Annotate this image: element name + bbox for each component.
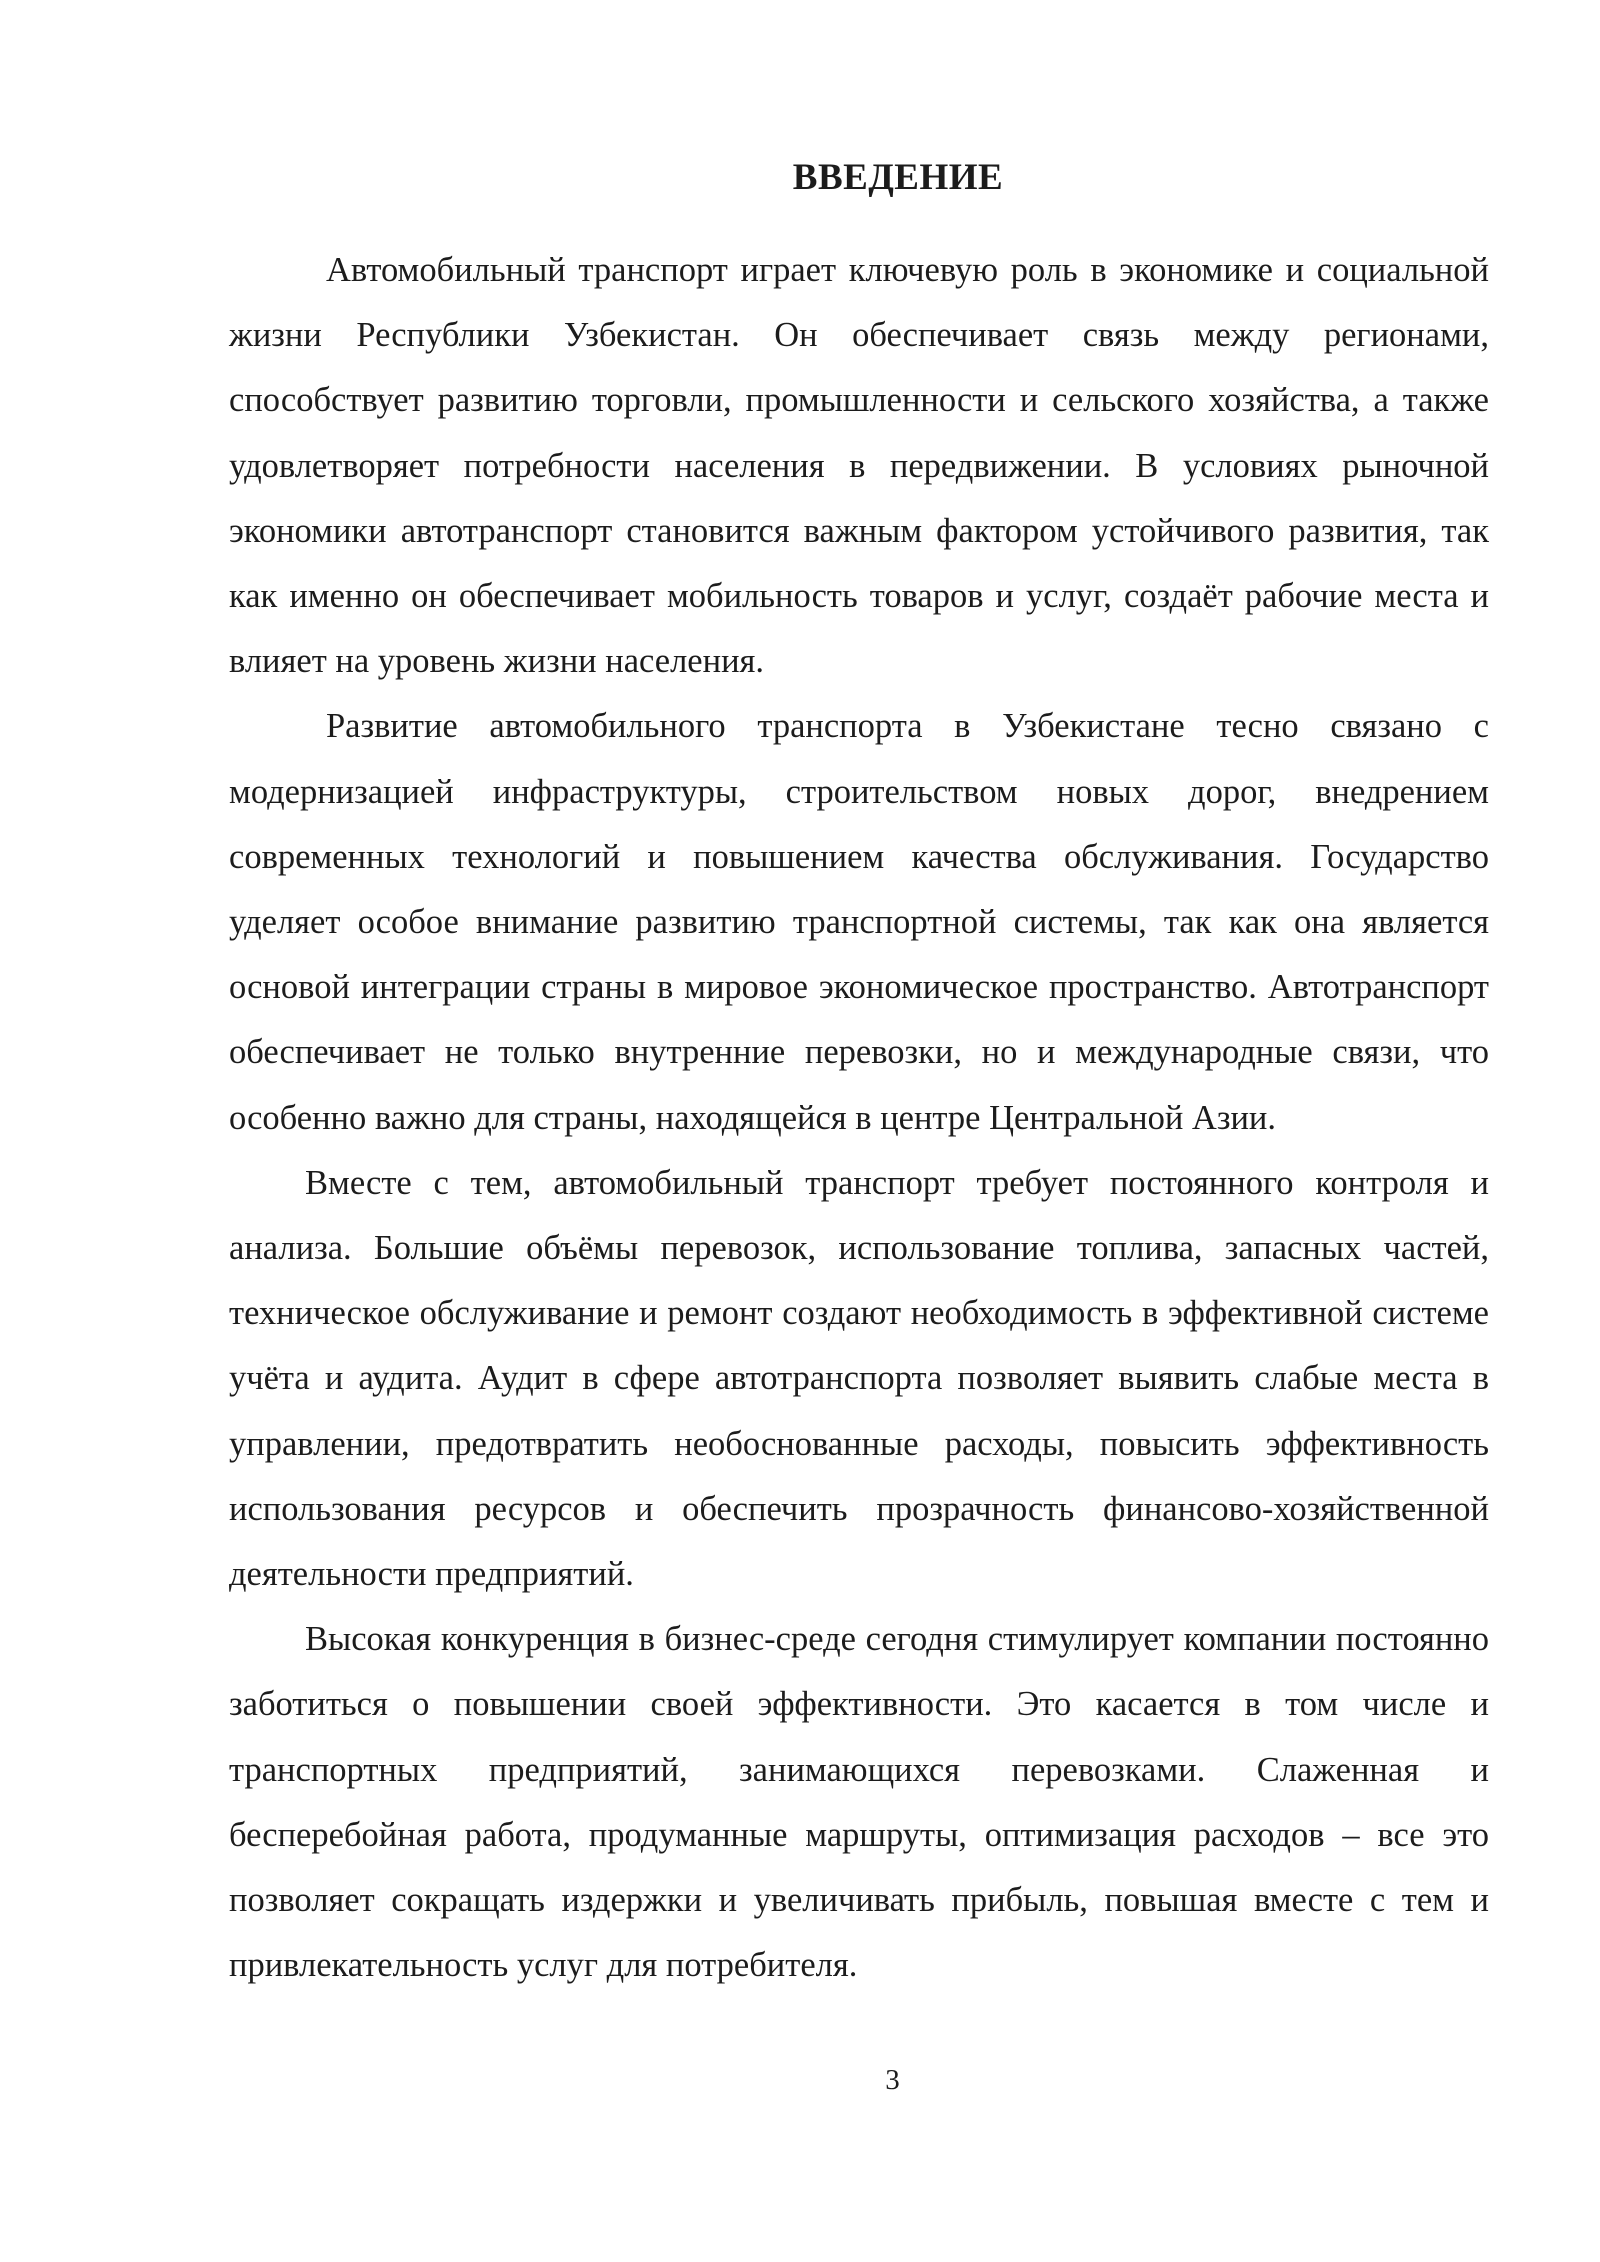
- page-number: 3: [885, 2064, 900, 2096]
- paragraph-3: Вместе с тем, автомобильный транспорт требует постоянного контроля и анализа. Большие объёмы перевозок, использование топлива, запасных частей, техническое обслуживание и ремонт создают необходимость в эффективной системе учёта и аудита. Аудит в сфере автотранспорта позволяет выявить слабые места в управлении, предотвратить необоснованные расходы, повысить эффективность использования ресурсов и обеспечить прозрачность финансово-хозяйственной деятельности предприятий.: [229, 1163, 1489, 1594]
- paragraph-4: Высокая конкуренция в бизнес-среде сегодня стимулирует компании постоянно заботиться о повышении своей эффективности. Это касается в том числе и транспортных предприятий, занимающихся перевозками. Слаженная и бесперебойная работа, продуманные маршруты, оптимизация расходов – все это позволяет сокращать издержки и увеличивать прибыль, повышая вместе с тем и привлекательность услуг для потребителя.: [229, 1620, 1489, 1985]
- page-title: ВВЕДЕНИЕ: [792, 157, 1004, 198]
- body-text: [229, 238, 1489, 1998]
- paragraph-1: Автомобильный транспорт играет ключевую роль в экономике и социальной жизни Республики Узбекистан. Он обеспечивает связь между регионами, способствует развитию торговли, промышленности и сельского хозяйства, а также удовлетворяет потребности населения в передвижении. В условиях рыночной экономики автотранспорт становится важным фактором устойчивого развития, так как именно он обеспечивает мобильность товаров и услуг, создаёт рабочие места и влияет на уровень жизни населения.: [229, 251, 1489, 681]
- paragraph-2: Развитие автомобильного транспорта в Узбекистане тесно связано с модернизацией инфраструктуры, строительством новых дорог, внедрением современных технологий и повышением качества обслуживания. Государство уделяет особое внимание развитию транспортной системы, так как она является основой интеграции страны в мировое экономическое пространство. Автотранспорт обеспечивает не только внутренние перевозки, но и международные связи, что особенно важно для страны, находящейся в центре Центральной Азии.: [229, 707, 1489, 1137]
